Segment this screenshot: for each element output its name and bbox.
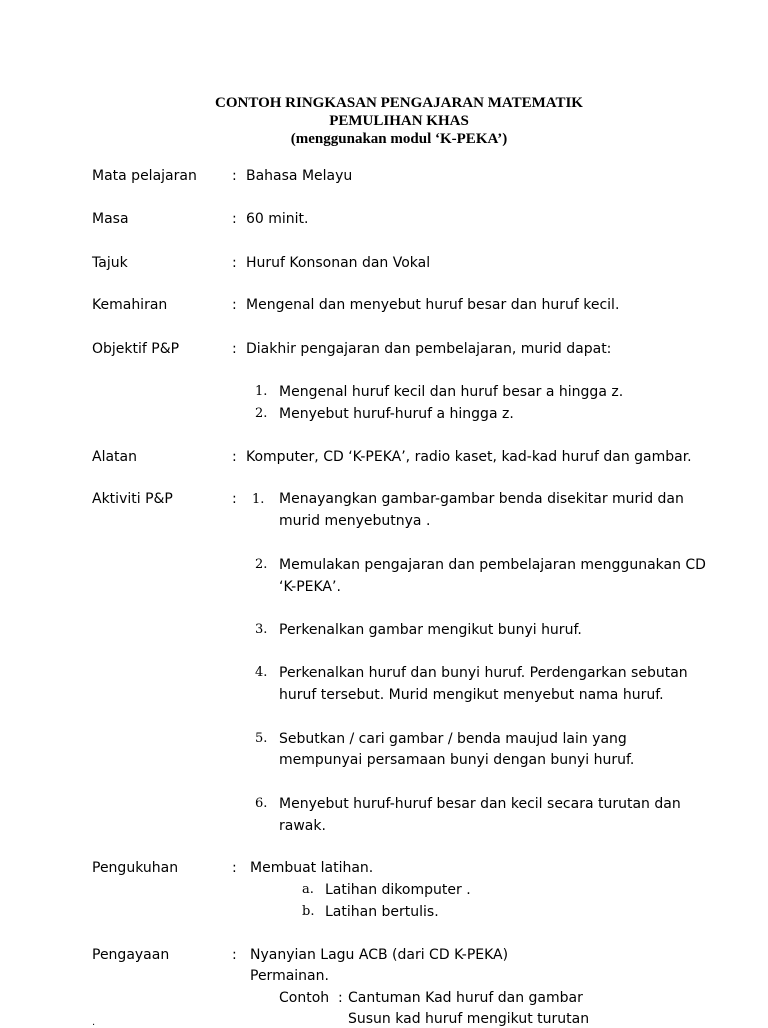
aktiviti-item-line: Sebutkan / cari gambar / benda maujud lain yang <box>279 731 627 747</box>
value-objektif: Diakhir pengajaran dan pembelajaran, murid dapat: <box>246 341 612 357</box>
document-title-line-3: (menggunakan modul ‘K-PEKA’) <box>290 131 508 147</box>
value-kemahiran: Mengenal dan menyebut huruf besar dan huruf kecil. <box>246 297 620 313</box>
aktiviti-item-line: huruf tersebut. Murid mengikut menyebut nama huruf. <box>279 687 664 703</box>
aktiviti-item-line: rawak. <box>279 818 326 834</box>
colon: : <box>232 168 237 184</box>
aktiviti-item-number: 3. <box>255 622 268 637</box>
pengukuhan-item-letter: b. <box>302 904 315 919</box>
value-alatan: Komputer, CD ‘K-PEKA’, radio kaset, kad-kad huruf dan gambar. <box>246 449 692 465</box>
value-pengukuhan: Membuat latihan. <box>250 860 374 876</box>
pengukuhan-item-letter: a. <box>302 882 314 897</box>
value-masa: 60 minit. <box>246 211 309 227</box>
label-objektif: Objektif P&P <box>92 341 180 357</box>
label-masa: Masa <box>92 211 129 227</box>
label-aktiviti: Aktiviti P&P <box>92 491 173 507</box>
objektif-item-text: Mengenal huruf kecil dan huruf besar a hingga z. <box>279 384 624 400</box>
document-title-line-1: CONTOH RINGKASAN PENGAJARAN MATEMATIK <box>215 95 583 111</box>
aktiviti-item-line: ‘K-PEKA’. <box>279 579 341 595</box>
aktiviti-item-number: 4. <box>255 665 268 680</box>
objektif-item-number: 2. <box>255 406 268 421</box>
contoh-line-2: Susun kad huruf mengikut turutan <box>348 1011 590 1027</box>
contoh-colon: : <box>338 990 343 1006</box>
colon: : <box>232 449 237 465</box>
contoh-line-1: Cantuman Kad huruf dan gambar <box>348 990 583 1006</box>
colon: : <box>232 491 237 507</box>
value-pengayaan-line-1: Nyanyian Lagu ACB (dari CD K-PEKA) <box>250 947 509 963</box>
aktiviti-item-number: 5. <box>255 731 268 746</box>
value-tajuk: Huruf Konsonan dan Vokal <box>246 255 431 271</box>
aktiviti-item-number: 6. <box>255 796 268 811</box>
label-alatan: Alatan <box>92 449 137 465</box>
label-pengayaan: Pengayaan <box>92 947 170 963</box>
contoh-label: Contoh <box>279 990 330 1006</box>
colon: : <box>232 211 237 227</box>
aktiviti-item-number: 2. <box>255 557 268 572</box>
pengukuhan-item-text: Latihan dikomputer . <box>325 882 471 898</box>
pengukuhan-item-text: Latihan bertulis. <box>325 904 439 920</box>
colon: : <box>232 947 237 963</box>
label-pengukuhan: Pengukuhan <box>92 860 179 876</box>
objektif-item-number: 1. <box>255 384 268 399</box>
value-pengayaan-line-2: Permainan. <box>250 968 329 984</box>
label-mata-pelajaran: Mata pelajaran <box>92 168 197 184</box>
label-kemahiran: Kemahiran <box>92 297 168 313</box>
objektif-item-text: Menyebut huruf-huruf a hingga z. <box>279 406 514 422</box>
colon: : <box>232 860 237 876</box>
colon: : <box>232 255 237 271</box>
aktiviti-item-line: Menyebut huruf-huruf besar dan kecil secara turutan dan <box>279 796 681 812</box>
colon: : <box>232 341 237 357</box>
aktiviti-item-line: Memulakan pengajaran dan pembelajaran menggunakan CD <box>279 557 706 573</box>
trailing-mark: . <box>92 1017 96 1028</box>
aktiviti-item-line: murid menyebutnya . <box>279 513 431 529</box>
aktiviti-item-line: mempunyai persamaan bunyi dengan bunyi huruf. <box>279 752 635 768</box>
value-mata-pelajaran: Bahasa Melayu <box>246 168 353 184</box>
aktiviti-item-line: Menayangkan gambar-gambar benda disekitar murid dan <box>279 491 684 507</box>
aktiviti-item-number: 1. <box>252 492 265 507</box>
aktiviti-item-line: Perkenalkan gambar mengikut bunyi huruf. <box>279 622 582 638</box>
label-tajuk: Tajuk <box>92 255 128 271</box>
colon: : <box>232 297 237 313</box>
document-title-line-2: PEMULIHAN KHAS <box>329 113 469 129</box>
aktiviti-item-line: Perkenalkan huruf dan bunyi huruf. Perdengarkan sebutan <box>279 665 688 681</box>
